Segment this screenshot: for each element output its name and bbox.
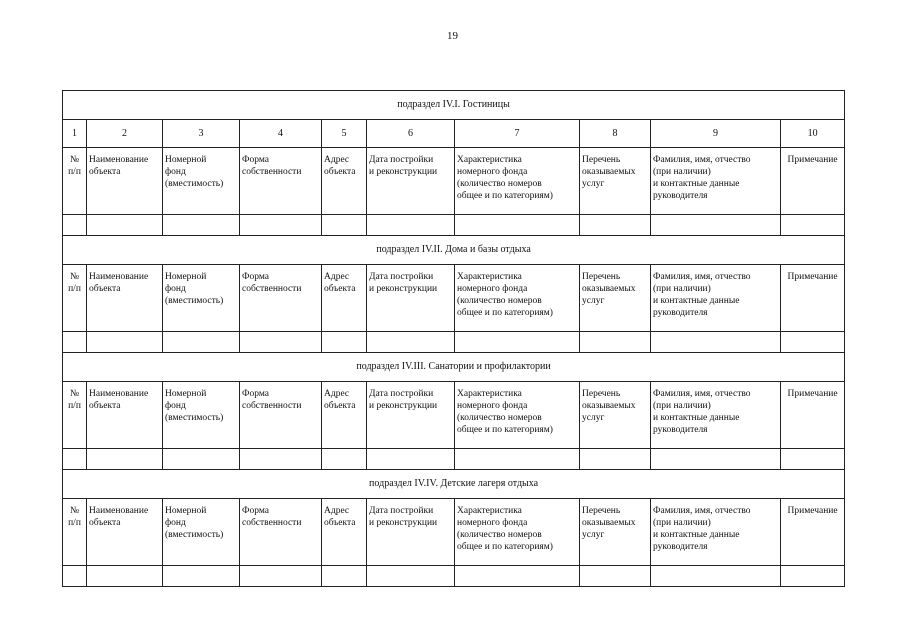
table-cell[interactable] bbox=[455, 215, 580, 236]
column-header-row bbox=[63, 382, 845, 449]
column-header: Перечень оказываемых услуг bbox=[580, 499, 651, 566]
table-cell[interactable] bbox=[322, 215, 367, 236]
column-number: 3 bbox=[163, 120, 240, 148]
column-header: Дата постройки и реконструкции bbox=[367, 265, 455, 332]
column-header: Дата постройки и реконструкции bbox=[367, 148, 455, 215]
column-header: Дата постройки и реконструкции bbox=[367, 382, 455, 449]
table-cell[interactable] bbox=[455, 449, 580, 470]
table-cell[interactable] bbox=[781, 215, 845, 236]
column-header-row bbox=[63, 148, 845, 215]
table-row bbox=[63, 215, 845, 236]
table-cell[interactable] bbox=[455, 566, 580, 587]
column-header: Характеристика номерного фонда (количество номеров общее и по категориям) bbox=[455, 499, 580, 566]
column-header: Примечание bbox=[781, 265, 845, 332]
column-header: Адрес объекта bbox=[322, 382, 367, 449]
section-title-row bbox=[63, 470, 845, 499]
table-cell[interactable] bbox=[651, 566, 781, 587]
table-cell[interactable] bbox=[63, 332, 87, 353]
table-cell[interactable] bbox=[322, 566, 367, 587]
column-header: Фамилия, имя, отчество (при наличии) и контактные данные руководителя bbox=[651, 382, 781, 449]
table-cell[interactable] bbox=[367, 449, 455, 470]
table-cell[interactable] bbox=[63, 215, 87, 236]
column-header: Форма собственности bbox=[240, 148, 322, 215]
section-title-row bbox=[63, 353, 845, 382]
table-cell[interactable] bbox=[651, 215, 781, 236]
table-cell[interactable] bbox=[781, 449, 845, 470]
page-number: 19 bbox=[447, 30, 458, 42]
column-header: Фамилия, имя, отчество (при наличии) и контактные данные руководителя bbox=[651, 148, 781, 215]
column-number: 6 bbox=[367, 120, 455, 148]
column-number: 5 bbox=[322, 120, 367, 148]
table-cell[interactable] bbox=[322, 332, 367, 353]
column-header: Примечание bbox=[781, 382, 845, 449]
column-header: Примечание bbox=[781, 148, 845, 215]
table-cell[interactable] bbox=[63, 566, 87, 587]
column-header: № п/п bbox=[63, 499, 87, 566]
table-cell[interactable] bbox=[63, 449, 87, 470]
table-cell[interactable] bbox=[580, 332, 651, 353]
column-header: Характеристика номерного фонда (количество номеров общее и по категориям) bbox=[455, 148, 580, 215]
column-header: Примечание bbox=[781, 499, 845, 566]
table-cell[interactable] bbox=[240, 215, 322, 236]
column-number: 4 bbox=[240, 120, 322, 148]
column-header: Адрес объекта bbox=[322, 148, 367, 215]
table-row bbox=[63, 449, 845, 470]
column-number: 1 bbox=[63, 120, 87, 148]
table-cell[interactable] bbox=[781, 566, 845, 587]
column-header: Наименование объекта bbox=[87, 265, 163, 332]
column-header: № п/п bbox=[63, 148, 87, 215]
table-cell[interactable] bbox=[163, 215, 240, 236]
table-cell[interactable] bbox=[455, 332, 580, 353]
column-header: Наименование объекта bbox=[87, 499, 163, 566]
column-header: Характеристика номерного фонда (количество номеров общее и по категориям) bbox=[455, 265, 580, 332]
column-number: 8 bbox=[580, 120, 651, 148]
register-table bbox=[62, 90, 845, 587]
column-header: Номерной фонд (вместимость) bbox=[163, 265, 240, 332]
table-cell[interactable] bbox=[163, 449, 240, 470]
table-cell[interactable] bbox=[322, 449, 367, 470]
table-cell[interactable] bbox=[367, 215, 455, 236]
table-cell[interactable] bbox=[367, 566, 455, 587]
table-row bbox=[63, 332, 845, 353]
table-cell[interactable] bbox=[651, 332, 781, 353]
table-cell[interactable] bbox=[781, 332, 845, 353]
table-cell[interactable] bbox=[580, 449, 651, 470]
table-cell[interactable] bbox=[87, 215, 163, 236]
column-number: 7 bbox=[455, 120, 580, 148]
section-title-row bbox=[63, 91, 845, 120]
section-title: подраздел IV.IV. Детские лагеря отдыха bbox=[63, 470, 845, 499]
column-header: Номерной фонд (вместимость) bbox=[163, 499, 240, 566]
table-cell[interactable] bbox=[367, 332, 455, 353]
column-header: № п/п bbox=[63, 265, 87, 332]
column-header: Номерной фонд (вместимость) bbox=[163, 382, 240, 449]
column-header-row bbox=[63, 265, 845, 332]
column-header: Фамилия, имя, отчество (при наличии) и контактные данные руководителя bbox=[651, 265, 781, 332]
column-header: Перечень оказываемых услуг bbox=[580, 382, 651, 449]
column-header: Номерной фонд (вместимость) bbox=[163, 148, 240, 215]
column-header-row bbox=[63, 499, 845, 566]
column-header: Наименование объекта bbox=[87, 148, 163, 215]
table-cell[interactable] bbox=[163, 566, 240, 587]
column-header: Перечень оказываемых услуг bbox=[580, 148, 651, 215]
table-cell[interactable] bbox=[163, 332, 240, 353]
column-header: Форма собственности bbox=[240, 265, 322, 332]
column-header: Форма собственности bbox=[240, 499, 322, 566]
column-header: Наименование объекта bbox=[87, 382, 163, 449]
table-cell[interactable] bbox=[87, 566, 163, 587]
column-header: Адрес объекта bbox=[322, 265, 367, 332]
column-number: 9 bbox=[651, 120, 781, 148]
column-header: Форма собственности bbox=[240, 382, 322, 449]
table-cell[interactable] bbox=[580, 215, 651, 236]
column-header: Фамилия, имя, отчество (при наличии) и контактные данные руководителя bbox=[651, 499, 781, 566]
column-number: 2 bbox=[87, 120, 163, 148]
column-header: Дата постройки и реконструкции bbox=[367, 499, 455, 566]
column-number: 10 bbox=[781, 120, 845, 148]
section-title: подраздел IV.III. Санатории и профилактории bbox=[63, 353, 845, 382]
table-cell[interactable] bbox=[240, 566, 322, 587]
column-header: Адрес объекта bbox=[322, 499, 367, 566]
table-cell[interactable] bbox=[87, 449, 163, 470]
table-cell[interactable] bbox=[240, 332, 322, 353]
column-header: Характеристика номерного фонда (количество номеров общее и по категориям) bbox=[455, 382, 580, 449]
column-header: Перечень оказываемых услуг bbox=[580, 265, 651, 332]
column-numbers-row bbox=[63, 120, 845, 148]
column-header: № п/п bbox=[63, 382, 87, 449]
table-cell[interactable] bbox=[580, 566, 651, 587]
section-title-row bbox=[63, 236, 845, 265]
section-title: подраздел IV.II. Дома и базы отдыха bbox=[63, 236, 845, 265]
table-row bbox=[63, 566, 845, 587]
table-cell[interactable] bbox=[240, 449, 322, 470]
table-cell[interactable] bbox=[87, 332, 163, 353]
table-cell[interactable] bbox=[651, 449, 781, 470]
section-title: подраздел IV.I. Гостиницы bbox=[63, 91, 845, 120]
